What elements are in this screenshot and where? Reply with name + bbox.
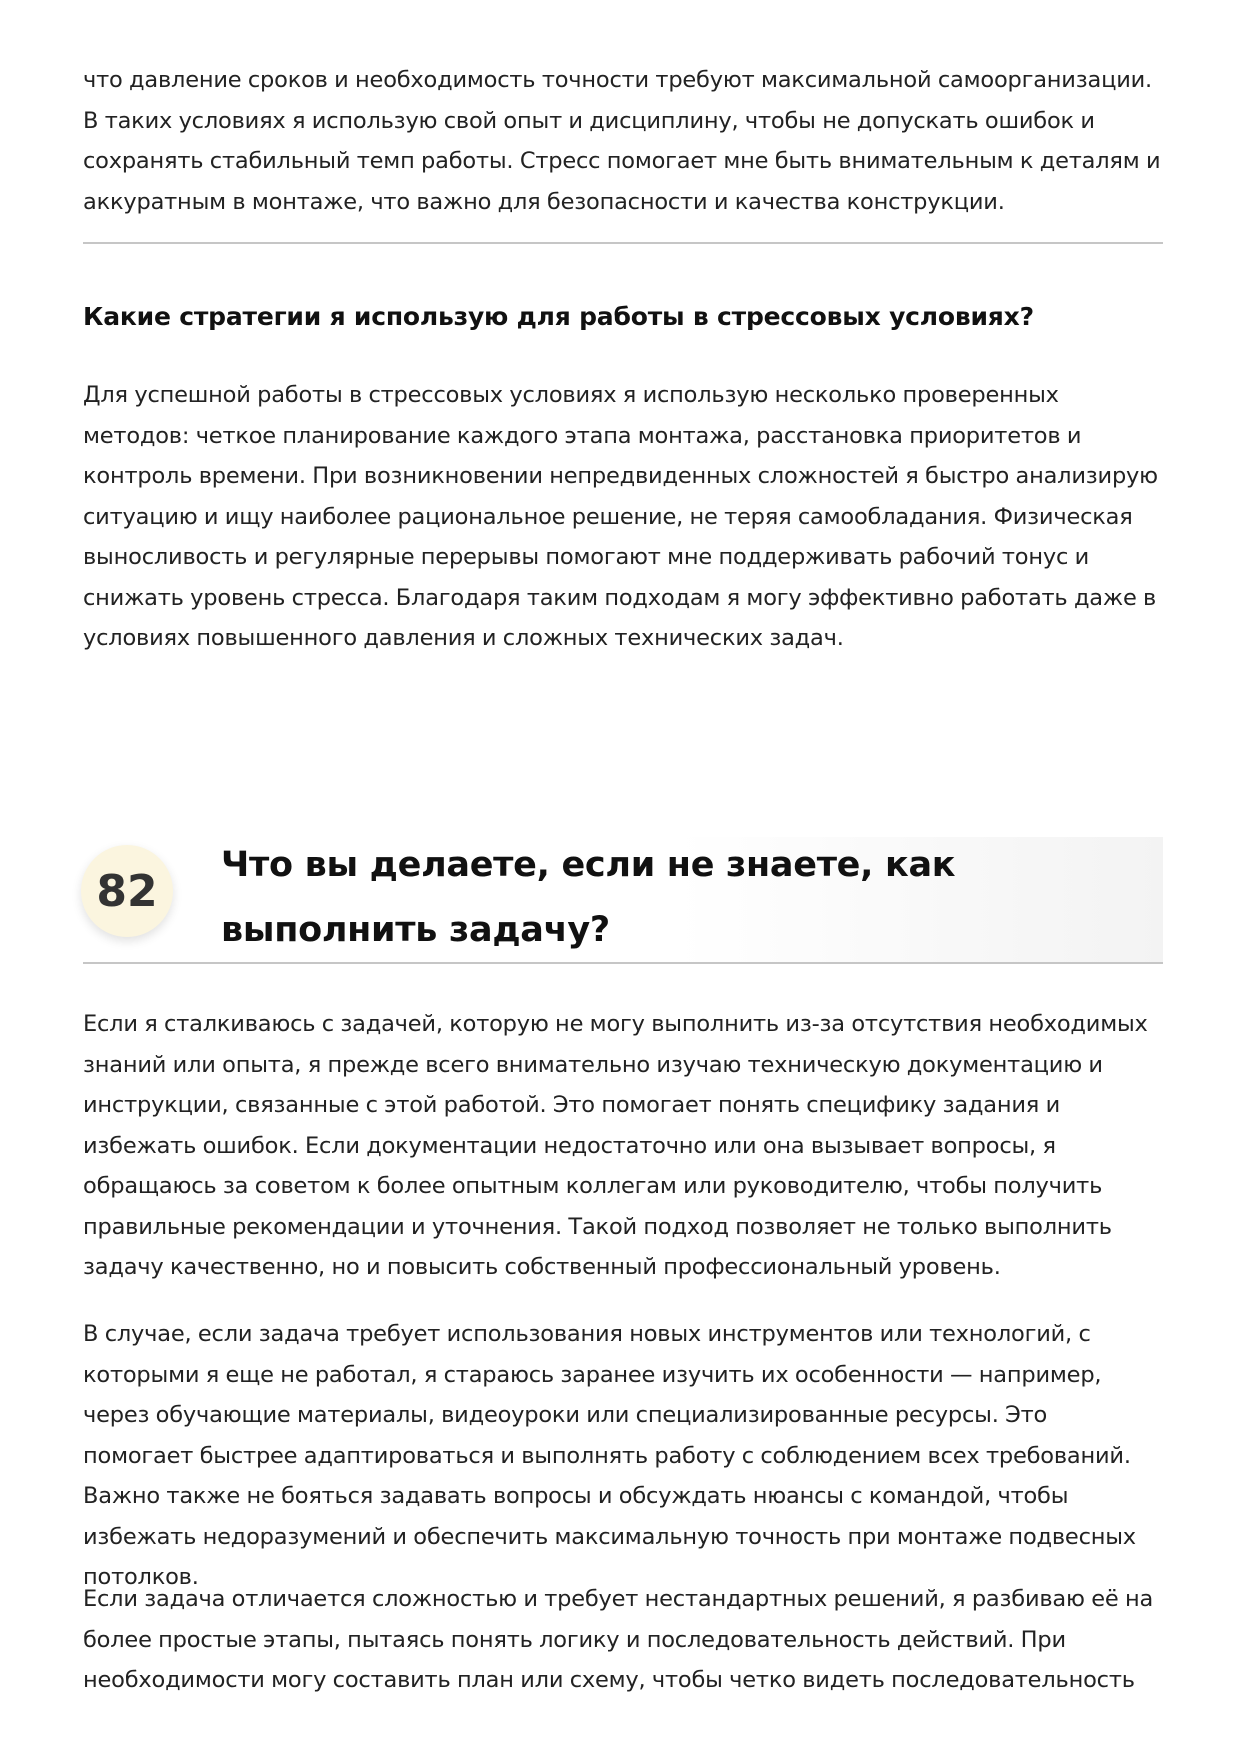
- question-divider: [83, 962, 1163, 964]
- section-divider: [83, 242, 1163, 244]
- answer-paragraph-2: В случае, если задача требует использования новых инструментов или технологий, с которыми я еще не работал, я стараюсь заранее изучить их особенности — например, через обучающие материалы, видеоуроки или специализированные ресурсы. Это помогает быстрее адаптироваться и выполнять работу с соблюдением всех требований. Важно также не бояться задавать вопросы и обсуждать нюансы с командой, чтобы избежать недоразумений и обеспечить максимальную точность при монтаже подвесных потолков.: [83, 1321, 1136, 1590]
- intro-paragraph: что давление сроков и необходимость точности требуют максимальной самоорганизации. В таких условиях я использую свой опыт и дисциплину, чтобы не допускать ошибок и сохранять стабильный темп работы. Стресс помогает мне быть внимательным к деталям и аккуратным в монтаже, что важно для безопасности и качества конструкции.: [83, 67, 1161, 215]
- strategies-heading: Какие стратегии я использую для работы в стрессовых условиях?: [83, 302, 1034, 331]
- answer-paragraph-1: Если я сталкиваюсь с задачей, которую не могу выполнить из-за отсутствия необходимых знаний или опыта, я прежде всего внимательно изучаю техническую документацию и инструкции, связанные с этой работой. Это помогает понять специфику задания и избежать ошибок. Если документации недостаточно или она вызывает вопросы, я обращаюсь за советом к более опытным коллегам или руководителю, чтобы получить правильные рекомендации и уточнения. Такой подход позволяет не только выполнить задачу качественно, но и повысить собственный профессиональный уровень.: [83, 1011, 1148, 1280]
- question-number-badge: 82: [81, 845, 173, 937]
- answer-paragraph-3: Если задача отличается сложностью и требует нестандартных решений, я разбиваю её на более простые этапы, пытаясь понять логику и последовательность действий. При необходимости могу составить план или схему, чтобы четко видеть последовательность: [83, 1586, 1154, 1693]
- question-title: Что вы делаете, если не знаете, как выполнить задачу?: [221, 845, 956, 950]
- strategies-paragraph: Для успешной работы в стрессовых условиях я использую несколько проверенных методов: четкое планирование каждого этапа монтажа, расстановка приоритетов и контроль времени. При возникновении непредвиденных сложностей я быстро анализирую ситуацию и ищу наиболее рациональное решение, не теряя самообладания. Физическая выносливость и регулярные перерывы помогают мне поддерживать рабочий тонус и снижать уровень стресса. Благодаря таким подходам я могу эффективно работать даже в условиях повышенного давления и сложных технических задач.: [83, 382, 1158, 651]
